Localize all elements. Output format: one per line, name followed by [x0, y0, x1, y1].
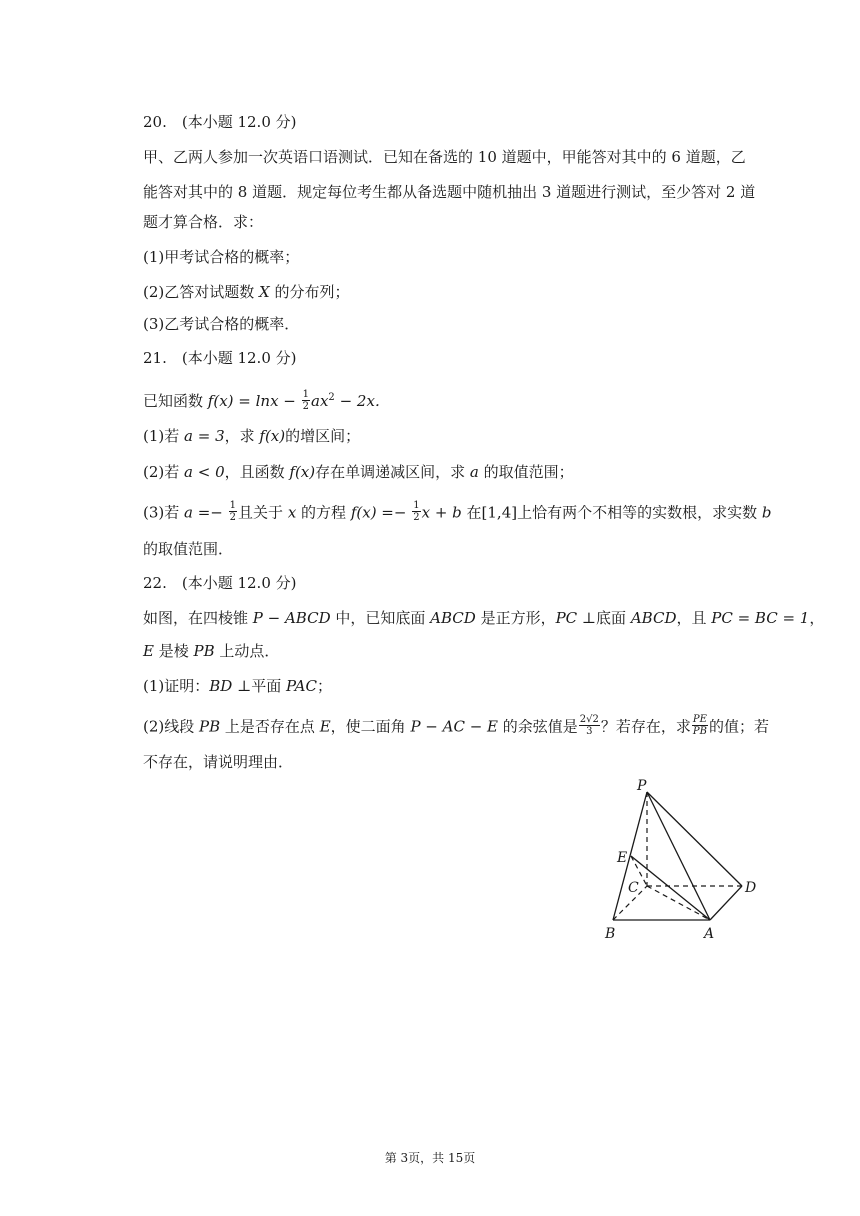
q21-part3: (3)若 a =− $\frac{1}{2}$ 且关于 x 的方程 f(x) =− $\frac{1}{2}$ x + b 在[1,4]上恰有两个不相等的实数根，求实数 b: [143, 500, 772, 523]
label-A: A: [704, 926, 715, 942]
q22-stem-line1: 如图，在四棱锥 P − ABCD 中，已知底面 ABCD 是正方形，PC ⊥底面 ABCD，且 PC = BC = 1，: [143, 609, 825, 627]
q20-stem-line2: 能答对其中的 8 道题．规定每位考生都从备选题中随机抽出 3 道题进行测试，至少答对 2 道: [143, 183, 756, 201]
label-D: D: [745, 880, 757, 896]
q20-stem-line1: 甲、乙两人参加一次英语口语测试．已知在备选的 10 道题中，甲能答对其中的 6 道题，乙: [143, 148, 746, 166]
edge-CA: [647, 886, 710, 920]
q22-part2-cont: 不存在，请说明理由．: [143, 753, 294, 771]
edge-EA: [631, 856, 710, 920]
q22-part1: (1)证明：BD ⊥平面 PAC；: [143, 677, 333, 695]
edge-PA: [647, 792, 710, 920]
q22-part2: (2)线段 PB 上是否存在点 E，使二面角 P − AC − E 的余弦值是 $\frac{2√2}{3}$ ？若存在，求 $\frac{PE}{PB}$ 的值；若: [143, 714, 769, 737]
q20-part1: (1)甲考试合格的概率；: [143, 248, 300, 266]
q20-header: 20. (本小题 12.0 分): [143, 113, 297, 131]
label-C: C: [628, 880, 639, 896]
label-P: P: [637, 778, 647, 794]
q21-part2: (2)若 a < 0，且函数 f(x)存在单调递减区间，求 a 的取值范围；: [143, 463, 574, 481]
q21-header: 21. (本小题 12.0 分): [143, 349, 297, 367]
q20-part2: (2)乙答对试题数 X 的分布列；: [143, 283, 350, 301]
q22-header: 22. (本小题 12.0 分): [143, 574, 297, 592]
q20-part3: (3)乙考试合格的概率．: [143, 315, 300, 333]
label-B: B: [605, 926, 616, 942]
edge-PD: [647, 792, 742, 886]
page-footer: 第 3页，共 15页: [384, 1151, 476, 1165]
q21-stem: 已知函数 f(x) = lnx − $\frac{1}{2}$ $ax^2 - 2x$．: [143, 388, 390, 412]
q22-stem-line2: E 是棱 PB 上动点．: [143, 642, 280, 660]
edge-AD: [710, 886, 742, 920]
label-E: E: [617, 850, 628, 866]
q20-stem-line3: 题才算合格．求：: [143, 213, 264, 231]
q21-part3-cont: 的取值范围．: [143, 540, 234, 558]
q21-part1: (1)若 a = 3，求 f(x)的增区间；: [143, 427, 361, 445]
